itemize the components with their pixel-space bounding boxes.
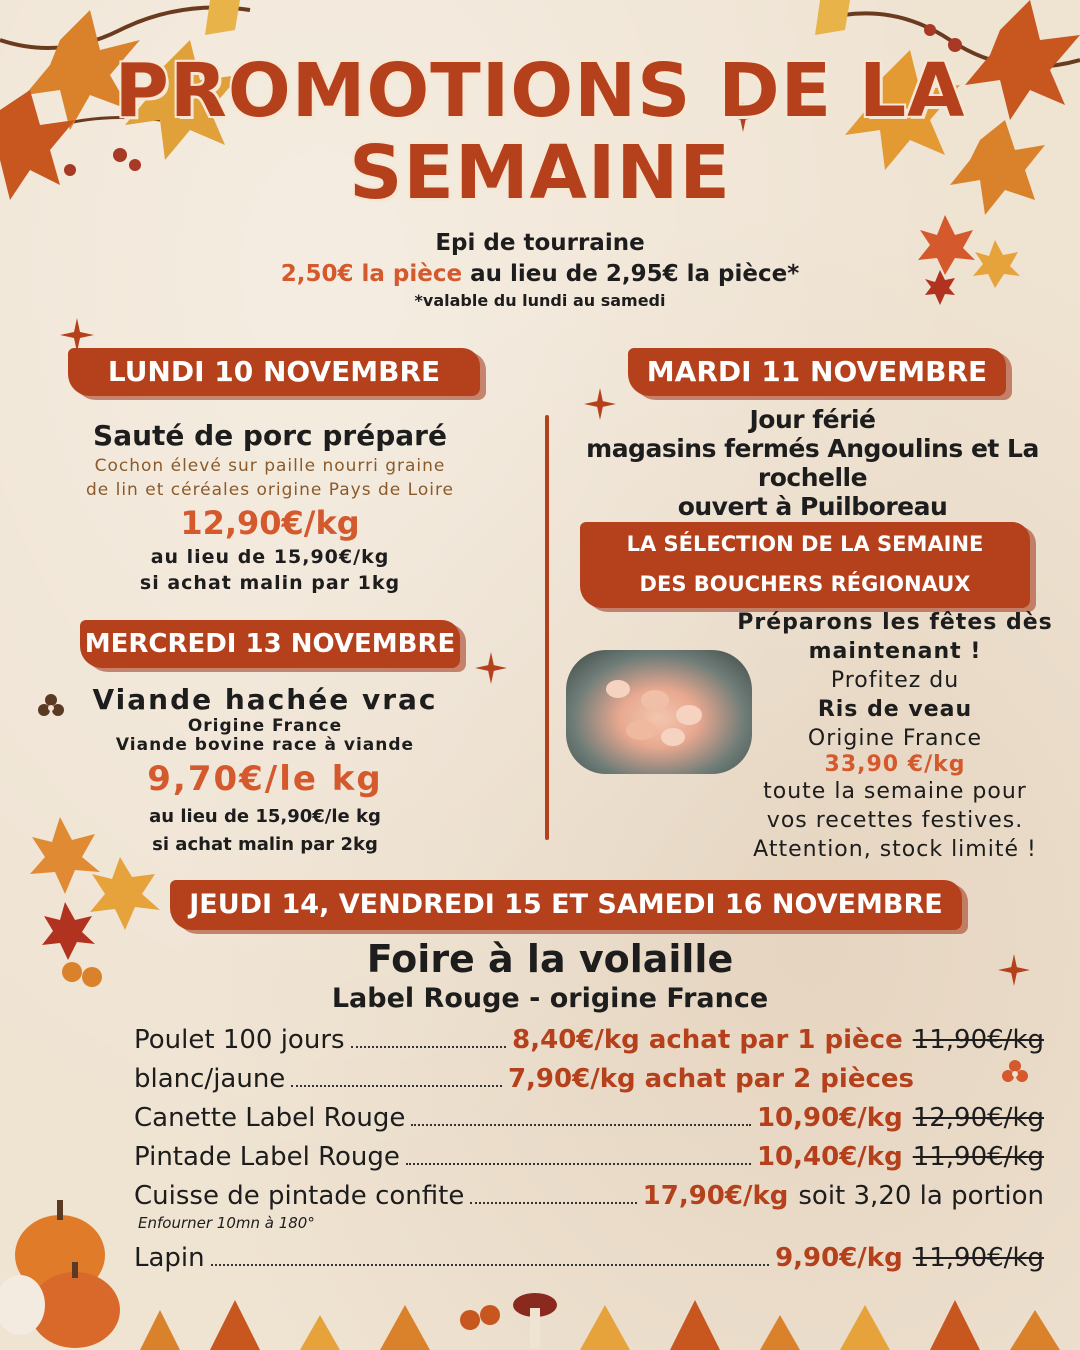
selection-line-5: Origine France xyxy=(807,726,983,751)
selection-line-2: maintenant ! xyxy=(808,639,982,664)
mercredi-old-1: au lieu de 15,90€/le kg xyxy=(149,806,381,827)
price-row-old: 11,90€/kg xyxy=(912,1243,1044,1273)
price-row xyxy=(134,1240,1044,1276)
price-row xyxy=(134,1061,914,1097)
mercredi-product: Viande hachée vrac xyxy=(92,683,438,716)
price-row-note: soit 3,20 la portion xyxy=(798,1181,1044,1211)
selection-line-6: toute la semaine pour xyxy=(763,779,1027,804)
pumpkins-icon xyxy=(0,1190,130,1350)
epi-note: *valable du lundi au samedi xyxy=(414,291,666,310)
price-row-price: 7,90€/kg achat par 2 pièces xyxy=(507,1064,914,1094)
banner-lundi-text: LUNDI 10 NOVEMBRE xyxy=(107,355,441,388)
mardi-line-4: ouvert à Puilboreau xyxy=(677,492,948,521)
banner-selection-line-2: DES BOUCHERS RÉGIONAUX xyxy=(639,572,971,596)
mercredi-block xyxy=(40,683,490,859)
lundi-price: 12,90€/kg xyxy=(180,504,360,542)
price-row xyxy=(134,1100,1044,1136)
banner-weekend xyxy=(170,880,962,930)
banner-mardi-text: MARDI 11 NOVEMBRE xyxy=(646,355,988,388)
mardi-block xyxy=(565,405,1060,521)
dotted-leader xyxy=(291,1061,502,1087)
weekend-heading xyxy=(200,936,900,1016)
sparkle-icon xyxy=(60,318,94,352)
banner-mardi xyxy=(628,348,1006,396)
lundi-block xyxy=(20,418,520,596)
price-row-old: 11,90€/kg xyxy=(912,1025,1044,1055)
price-row-old: 11,90€/kg xyxy=(912,1142,1044,1172)
price-row-label: Poulet 100 jours xyxy=(134,1025,345,1055)
lundi-product: Sauté de porc préparé xyxy=(93,419,447,452)
mercredi-old-2: si achat malin par 2kg xyxy=(152,834,378,855)
epi-old-price: au lieu de 2,95€ la pièce* xyxy=(462,261,800,287)
price-row xyxy=(134,1178,1044,1214)
mercredi-desc-2: Viande bovine race à viande xyxy=(115,735,415,755)
selection-line-4: Ris de veau xyxy=(817,697,973,722)
price-row xyxy=(134,1022,1044,1058)
selection-line-3: Profitez du xyxy=(830,668,960,693)
mercredi-price: 9,70€/le kg xyxy=(147,759,383,799)
epi-promo-price: 2,50€ la pièce xyxy=(280,261,463,287)
price-row-label: Pintade Label Rouge xyxy=(134,1142,400,1172)
price-row-label: Canette Label Rouge xyxy=(134,1103,406,1133)
selection-block xyxy=(722,608,1068,864)
price-row-label: Cuisse de pintade confite xyxy=(134,1181,465,1211)
mercredi-desc-1: Origine France xyxy=(187,716,343,736)
cooking-note: Enfourner 10mn à 180° xyxy=(138,1214,315,1232)
price-row-price: 10,90€/kg xyxy=(756,1103,903,1133)
epi-name: Epi de tourraine xyxy=(435,230,645,256)
epi-price-line xyxy=(0,259,1080,290)
selection-line-8: Attention, stock limité ! xyxy=(753,837,1037,862)
selection-line-1: Préparons les fêtes dès xyxy=(737,610,1053,635)
price-row-price: 17,90€/kg xyxy=(642,1181,789,1211)
autumn-foliage-bottom xyxy=(120,1280,1080,1350)
lundi-old-1: au lieu de 15,90€/kg xyxy=(150,546,390,568)
price-row-price: 9,90€/kg xyxy=(775,1243,903,1273)
mardi-line-2: magasins fermés Angoulins et La xyxy=(586,434,1039,463)
price-row-old: 12,90€/kg xyxy=(912,1103,1044,1133)
dotted-leader xyxy=(351,1022,507,1048)
dotted-leader xyxy=(411,1100,751,1126)
price-row-label: blanc/jaune xyxy=(134,1064,286,1094)
price-row xyxy=(134,1139,1044,1175)
mardi-line-3: rochelle xyxy=(757,463,868,492)
banner-lundi xyxy=(68,348,480,396)
weekend-title: Foire à la volaille xyxy=(366,937,734,981)
selection-line-7: vos recettes festives. xyxy=(766,808,1024,833)
flower-icon xyxy=(1000,1058,1030,1088)
column-divider xyxy=(545,415,549,840)
price-row-label: Lapin xyxy=(134,1243,205,1273)
price-row-price: 8,40€/kg achat par 1 pièce xyxy=(512,1025,903,1055)
mardi-line-1: Jour férié xyxy=(749,405,876,434)
banner-selection xyxy=(580,522,1030,608)
page-title xyxy=(0,50,1080,214)
weekend-subtitle: Label Rouge - origine France xyxy=(331,983,769,1014)
banner-mercredi-text: MERCREDI 13 NOVEMBRE xyxy=(84,629,456,659)
sparkle-icon xyxy=(998,954,1030,986)
dotted-leader xyxy=(406,1139,751,1165)
lundi-desc-2: de lin et céréales origine Pays de Loire xyxy=(85,480,455,500)
price-row-price: 10,40€/kg xyxy=(756,1142,903,1172)
banner-selection-line-1: LA SÉLECTION DE LA SEMAINE xyxy=(626,532,984,556)
banner-mercredi xyxy=(80,620,460,668)
banner-weekend-text: JEUDI 14, VENDREDI 15 ET SAMEDI 16 NOVEMBRE xyxy=(189,889,943,920)
title-line-1: PROMOTIONS DE LA xyxy=(114,48,966,134)
dotted-leader xyxy=(211,1240,769,1266)
selection-price: 33,90 €/kg xyxy=(824,752,966,777)
title-line-2: SEMAINE xyxy=(349,130,731,216)
dotted-leader xyxy=(470,1178,636,1204)
lundi-desc-1: Cochon élevé sur paille nourri graine xyxy=(94,456,446,476)
epi-promo xyxy=(0,228,1080,312)
lundi-old-2: si achat malin par 1kg xyxy=(139,572,401,594)
sparkle-icon xyxy=(475,652,507,684)
